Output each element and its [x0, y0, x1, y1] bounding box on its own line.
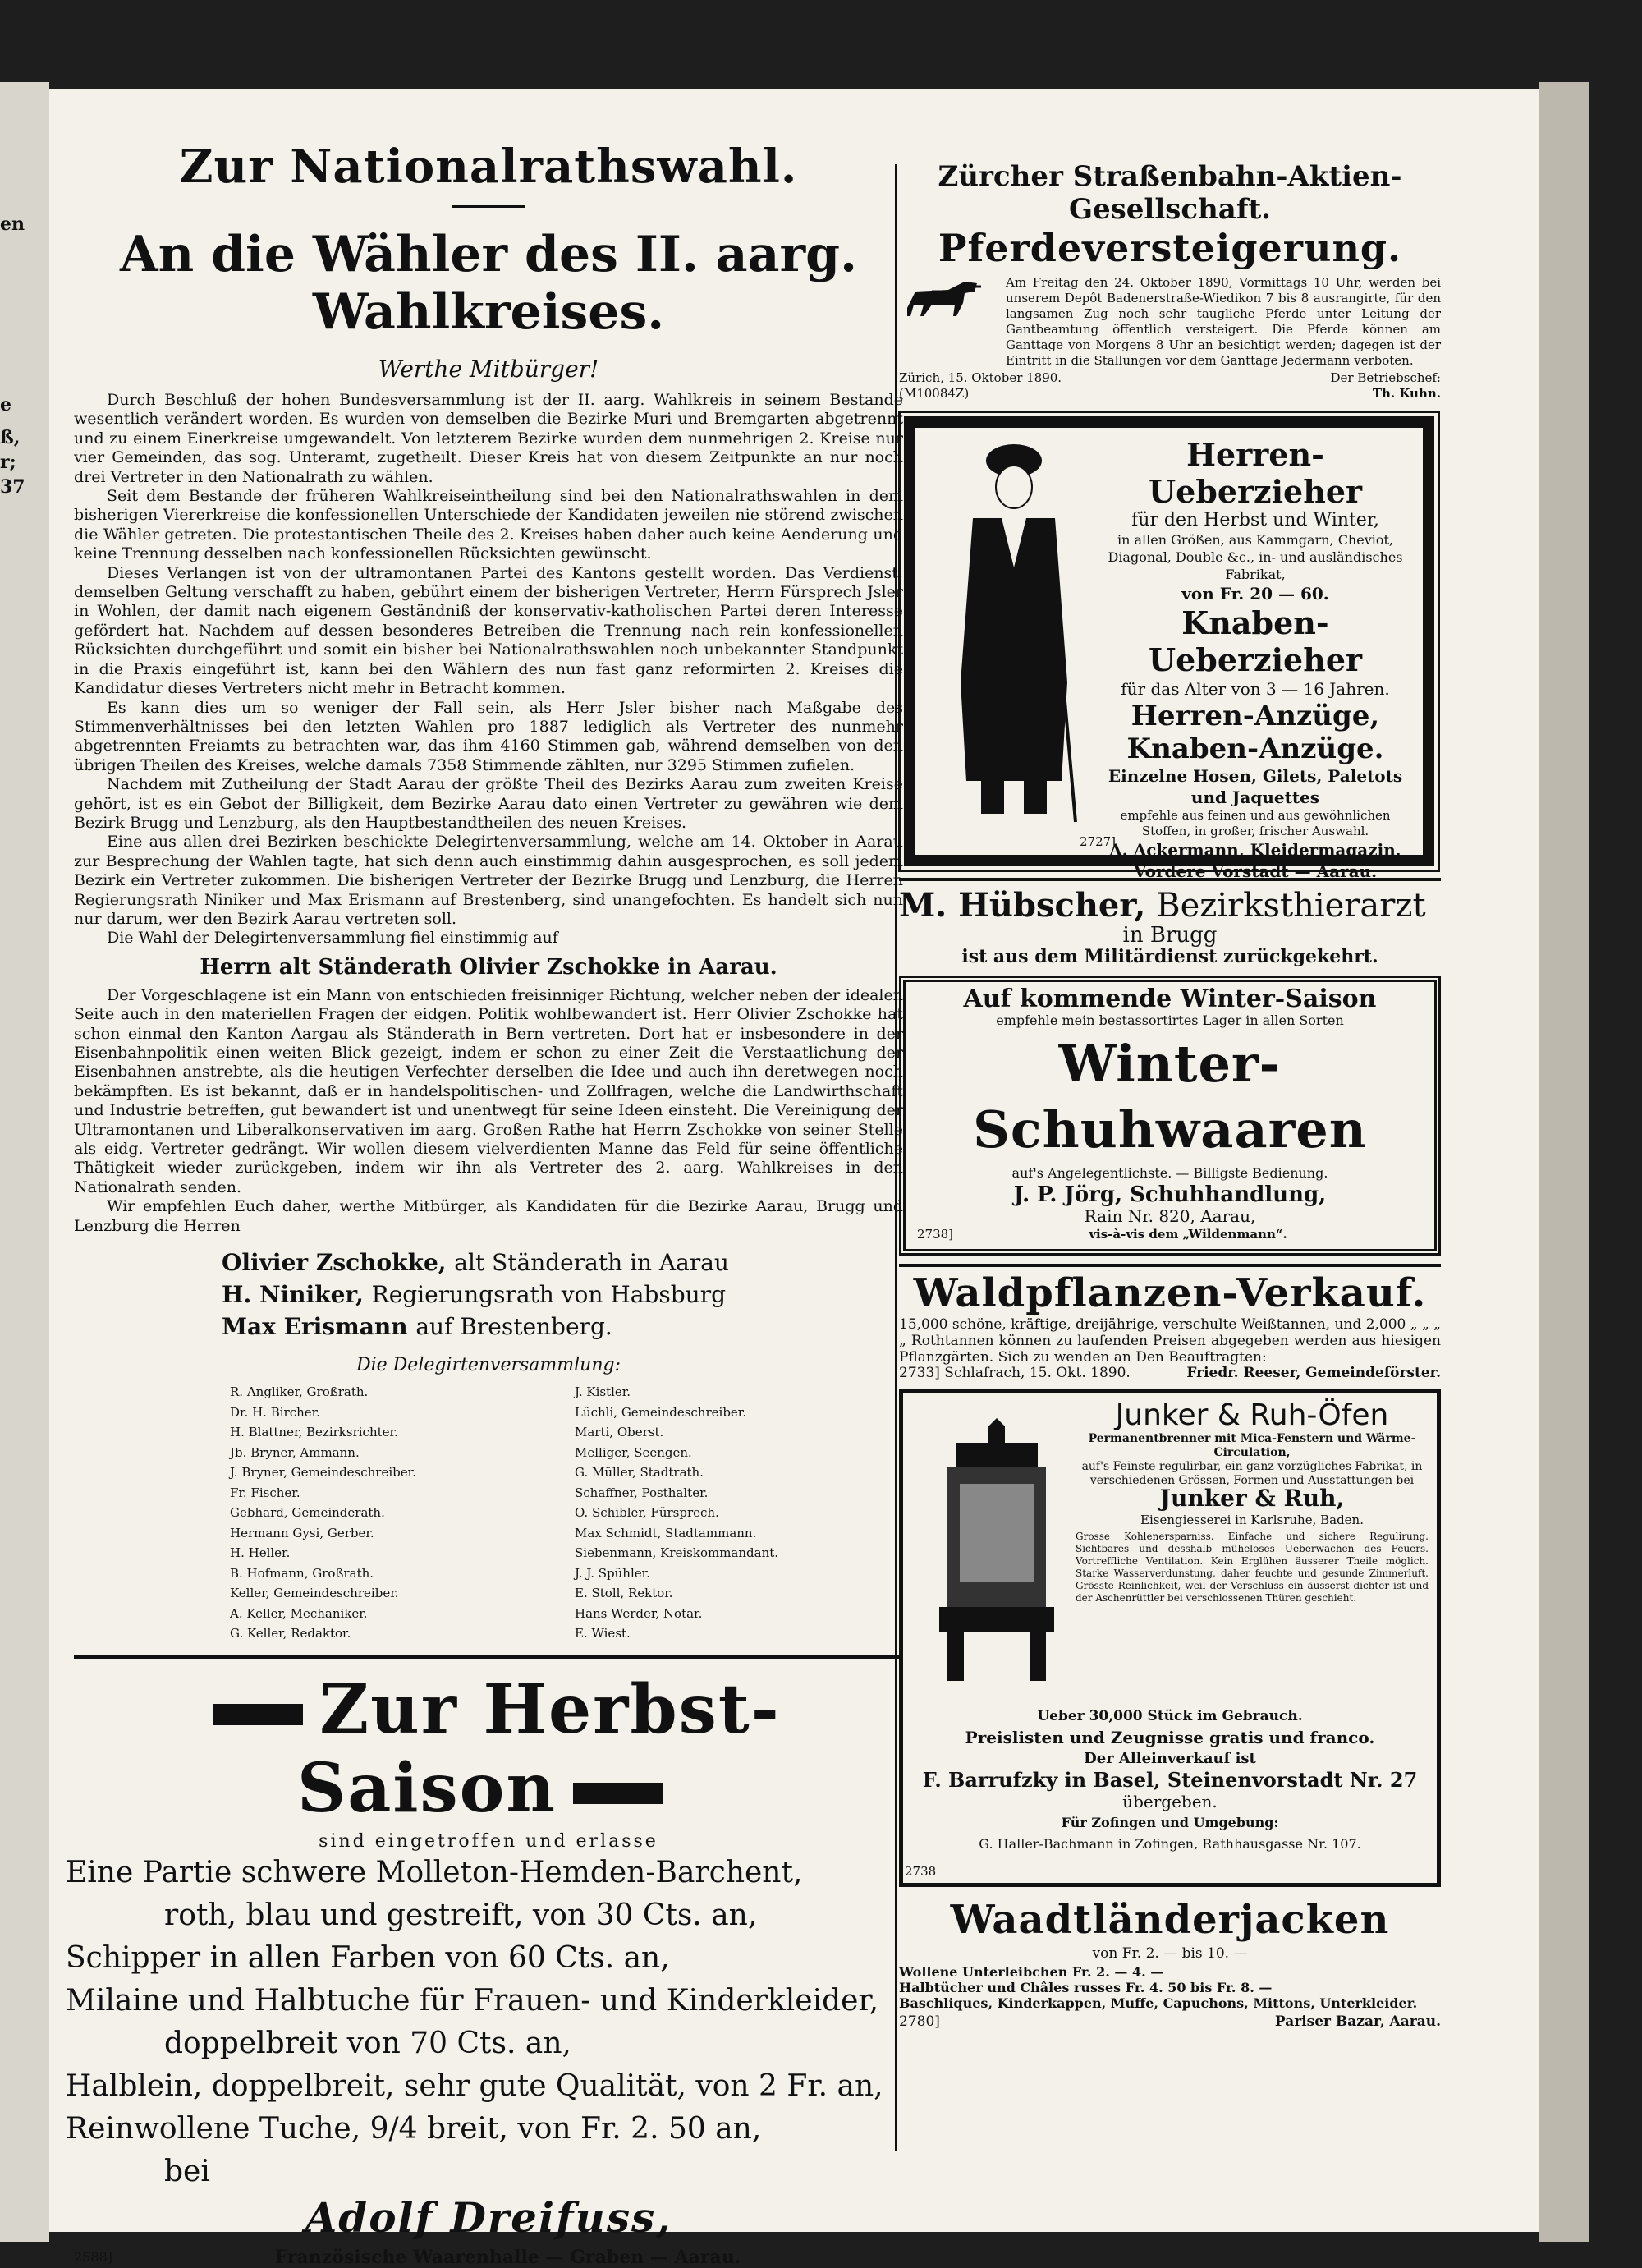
paragraph: Nachdem mit Zutheilung der Stadt Aarau der größte Theil des Bezirks Aarau zum zweiten Kreise gehört, ist es ein Gebot der Billigkeit, dem Bezirke Aarau dato einen Vertreter zu gewähren wie dem Bezirk Brugg und Lenzburg, als den Hauptbestandtheilen des neuen Kreises.: [74, 775, 903, 832]
waadt-line: Wollene Unterleibchen Fr. 2. — 4. —: [899, 1964, 1164, 1980]
edge-fragment: en: [0, 213, 25, 235]
paragraph: Wir empfehlen Euch daher, werthe Mitbürger, als Kandidaten für die Bezirke Aarau, Brugg und Lenzburg die Herren: [74, 1197, 903, 1235]
candidate-desc: auf Brestenberg.: [415, 1313, 612, 1341]
delegate-entry: Dr. H. Bircher.: [230, 1404, 320, 1420]
delegate-entry: G. Müller, Stadtrath.: [575, 1465, 704, 1481]
coat-line: in allen Größen, aus Kammgarn, Cheviot, Diagonal, Double &c., in- und ausländisches Fabrikat,: [1108, 532, 1403, 582]
waadt-line: von Fr. 2. — bis 10. —: [1092, 1945, 1248, 1962]
candidate-name: Max Erismann: [222, 1313, 408, 1341]
right-page-edge: [1539, 82, 1589, 2242]
gentleman-illustration: [924, 436, 1088, 830]
delegate-entry: Gebhard, Gemeinderath.: [230, 1505, 385, 1521]
herbst-line: Halblein, doppelbreit, sehr gute Qualität, von 2 Fr. an,: [66, 2068, 883, 2103]
paragraph: Die Wahl der Delegirtenversammlung fiel einstimmig auf: [107, 929, 558, 948]
article-body: [74, 391, 903, 948]
coat-text: [1096, 436, 1415, 882]
stove-illustration: [915, 1418, 1079, 1689]
paragraph: Es kann dies um so weniger der Fall sein, als Herr Jsler bisher nach Maßgabe des Stimmenverhältnisses bei den letzten Wahlen pro 1887 lediglich als Vertreter des nunmehr abgetrennten Freiamts zu betrachten war, das ihm 4160 Stimmen gab, während demselben von den übrigen Theilen des Kreises, welche damals 7358 Stimmende zählten, nur 3295 Stimmen zufielen.: [74, 698, 903, 774]
tram-chief: Der Betriebschef:: [1330, 370, 1441, 385]
paragraph: Durch Beschluß der hohen Bundesversammlung ist der II. aarg. Wahlkreis in seinem Bestande wesentlich verändert worden. Es wurden von demselben die Bezirke Muri und Bremgarten abgetrennt und zu einem Einerkreise umgewandelt. Von letzterem Bezirke wurden dem nunmehrigen 2. Kreise nur vier Gemeinden, das sog. Unteramt, zugetheilt. Dieser Kreis hat von diesem Zeitpunkte an nur noch drei Vertreter in den Nationalrath zu wählen.: [74, 391, 903, 486]
tram-body: [899, 275, 1441, 369]
waadt-title: Waadtländerjacken: [950, 1897, 1390, 1943]
wald-signature: Friedr. Reeser, Gemeindeförster.: [1186, 1365, 1441, 1381]
wald-footer: [899, 1366, 1441, 1381]
ad-reference: 2738: [905, 1864, 937, 1879]
junker-local-dealer: G. Haller-Bachmann in Zofingen, Rathhausgasse Nr. 107.: [979, 1836, 1361, 1852]
article-body-2: [74, 986, 903, 1236]
delegate-entry: Max Schmidt, Stadtammann.: [575, 1525, 757, 1540]
delegate-entry: Hermann Gysi, Gerber.: [230, 1525, 374, 1540]
junker-line: auf's Feinste regulirbar, ein ganz vorzügliches Fabrikat, in verschiedenen Grössen, Formen und Ausstattungen bei: [1081, 1460, 1423, 1487]
coat-line: Einzelne Hosen, Gilets, Paletots und Jaquettes: [1108, 766, 1403, 807]
waadt-line: Baschliques, Kinderkappen, Muffe, Capuchons, Mittons, Unterkleider.: [899, 1995, 1418, 2011]
candidate: [222, 1313, 903, 1340]
coat-title: Herren-Ueberzieher: [1148, 436, 1363, 510]
ad-reference: 2727]: [1080, 834, 1117, 849]
delegate-entry: Hans Werder, Notar.: [575, 1605, 703, 1621]
ad-reference: (M10084Z): [899, 386, 970, 401]
herbst-line: Milaine und Halbtuche für Frauen- und Kinderkleider,: [66, 1983, 879, 2018]
signature-subline: Französische Waarenhalle — Graben — Aarau.: [274, 2246, 741, 2268]
delegate-entry: H. Heller.: [230, 1545, 291, 1561]
delegate-entry: Siebenmann, Kreiskommandant.: [575, 1545, 779, 1561]
herbst-title: [74, 1670, 903, 1828]
coat-line: empfehle aus feinen und aus gewöhnlichen Stoffen, in großer, frischer Auswahl.: [1120, 808, 1391, 838]
edge-fragment: e: [0, 394, 11, 415]
winter-landmark: vis-à-vis dem „Wildenmann“.: [1089, 1227, 1287, 1242]
tram-place: Zürich, 15. Oktober 1890.: [899, 370, 1062, 385]
winter-title: Winter-Schuhwaaren: [973, 1034, 1367, 1159]
delegate-entry: E. Stoll, Rektor.: [575, 1586, 673, 1601]
delegates-heading: Die Delegirtenversammlung:: [355, 1355, 621, 1376]
ad-reference: 2780]: [899, 2013, 940, 2030]
wald-title: Waldpflanzen-Verkauf.: [913, 1270, 1427, 1316]
delegate-entry: Lüchli, Gemeindeschreiber.: [575, 1404, 747, 1420]
junker-line: Preislisten und Zeugnisse gratis und franco.: [965, 1728, 1375, 1747]
nominee: Herrn alt Ständerath Olivier Zschokke in Aarau.: [200, 954, 777, 980]
waadt-ad: [899, 1897, 1441, 2030]
huebscher-title: Bezirksthierarzt: [1156, 887, 1426, 925]
candidate: [222, 1249, 903, 1276]
junker-line: Ueber 30,000 Stück im Gebrauch.: [1037, 1708, 1303, 1724]
herbst-line: Reinwollene Tuche, 9/4 breit, von Fr. 2. 50 an,: [66, 2111, 762, 2146]
left-column: [66, 140, 903, 2268]
paragraph: Eine aus allen drei Bezirken beschickte Delegirtenversammlung, welche am 14. Oktober in Aarau zur Besprechung der Wahlen tagte, hat sich denn auch einstimmig dahin ausgesprochen, es soll jedem Bezirk ein Vertreter zukommen. Die bisherigen Vertreter der Bezirke Brugg und Lenzburg, die Herren Regierungsrath Niniker und Max Erismann auf Brestenberg, sind unangefochten. Es handelt sich nun nur darum, wer den Bezirk Aarau vertreten soll.: [74, 833, 903, 928]
coat-title-4: Knaben-Anzüge.: [1126, 732, 1384, 765]
delegate-entry: Keller, Gemeindeschreiber.: [230, 1586, 399, 1601]
edge-fragment: r;: [0, 452, 16, 473]
delegate-entry: J. Bryner, Gemeindeschreiber.: [230, 1465, 416, 1481]
signature: Adolf Dreifuss,: [305, 2192, 672, 2242]
junker-title: Junker & Ruh-Öfen: [1115, 1398, 1389, 1432]
herbst-line: Schipper in allen Farben von 60 Cts. an,: [66, 1940, 670, 1975]
herbst-subtitle: sind eingetroffen und erlasse: [319, 1830, 658, 1852]
huebscher-place: in Brugg: [1122, 923, 1218, 948]
waadt-footer: [899, 2014, 1441, 2030]
delegate-entry: E. Wiest.: [575, 1626, 631, 1641]
winter-line: empfehle mein bestassortirtes Lager in allen Sorten: [996, 1012, 1344, 1028]
coat-line: für das Alter von 3 — 16 Jahren.: [1121, 679, 1390, 699]
winter-ad: [899, 976, 1441, 1256]
junker-line: übergeben.: [1122, 1792, 1218, 1811]
ornament-bar: [573, 1783, 663, 1804]
junker-line: Der Alleinverkauf ist: [1084, 1750, 1256, 1767]
huebscher-ad: [899, 878, 1441, 967]
delegate-entry: G. Keller, Redaktor.: [230, 1626, 351, 1641]
coat-title-2: Knaben-Ueberzieher: [1148, 604, 1363, 678]
candidate: [222, 1281, 903, 1308]
delegate-entry: Marti, Oberst.: [575, 1425, 664, 1440]
delegate-entry: J. Kistler.: [575, 1384, 631, 1400]
tram-ad: [899, 160, 1441, 402]
edge-fragment: ß,: [0, 427, 21, 448]
right-column: [899, 160, 1441, 2030]
section-title: Zur Nationalrathswahl.: [179, 140, 798, 194]
delegate-entry: H. Blattner, Bezirksrichter.: [230, 1425, 398, 1440]
ornament-bar: [213, 1704, 303, 1725]
salutation: Werthe Mitbürger!: [378, 356, 599, 383]
junker-dealer: F. Barrufzky in Basel, Steinenvorstadt Nr. 27: [922, 1768, 1418, 1792]
herbst-line: roth, blau und gestreift, von 30 Cts. an,: [164, 1898, 758, 1932]
candidate-desc: Regierungsrath von Habsburg: [371, 1281, 726, 1309]
edge-fragment: 37: [0, 476, 25, 498]
delegates-column-right: [575, 1382, 903, 1644]
junker-line: Permanentbrenner mit Mica-Fenstern und Wärme-Circulation,: [1088, 1432, 1416, 1459]
paragraph: Seit dem Bestande der früheren Wahlkreiseintheilung sind bei den Nationalrathswahlen in dem bisherigen Viererkreise die konfessionellen Unterschiede der Kandidaten jeweilen nie störend zwischen die Wähler getreten. Die protestantischen Theile des 2. Kreises haben daher auch keine Aenderung und keine Trennung desselben nach konfessionellen Rücksichten gewünscht.: [74, 487, 903, 563]
coat-price: von Fr. 20 — 60.: [1181, 584, 1329, 604]
delegate-entry: Jb. Bryner, Ammann.: [230, 1444, 360, 1460]
coat-merchant: A. Ackermann, Kleidermagazin,: [1109, 840, 1401, 860]
winter-line: Auf kommende Winter-Saison: [963, 985, 1377, 1013]
coat-title-3: Herren-Anzüge,: [1131, 700, 1380, 732]
ad-reference: 2588]: [74, 2249, 112, 2266]
delegate-entry: J. J. Spühler.: [575, 1565, 650, 1581]
delegate-entry: Fr. Fischer.: [230, 1485, 300, 1500]
wald-place: 2733] Schlafrach, 15. Okt. 1890.: [899, 1365, 1131, 1381]
delegates-column-left: [230, 1382, 558, 1644]
huebscher-text: ist aus dem Militärdienst zurückgekehrt.: [961, 946, 1378, 967]
winter-line: auf's Angelegentlichste. — Billigste Bedienung.: [1011, 1165, 1328, 1181]
divider: [452, 205, 525, 208]
winter-address: Rain Nr. 820, Aarau,: [1084, 1206, 1256, 1226]
herbst-title-text: Zur Herbst-Saison: [297, 1669, 781, 1828]
section-rule: [74, 1655, 903, 1659]
herbst-line: doppelbreit von 70 Cts. an,: [164, 2026, 571, 2060]
ad-reference: 2738]: [917, 1227, 954, 1242]
huebscher-line: [899, 886, 1441, 925]
herbst-line: Eine Partie schwere Molleton-Hemden-Barchent,: [66, 1855, 803, 1889]
paragraph: Der Vorgeschlagene ist ein Mann von entschieden freisinniger Richtung, welcher neben der idealen Seite auch in den materiellen Fragen der eidgen. Politik wohlbewandert ist. Herr Olivier Zschokke hat schon einmal den Kanton Aargau als Ständerath in Bern vertreten. Dort hat er insbesondere in der Eisenbahnpolitik einen weiten Blick gezeigt, indem er schon zu einer Zeit die Verstaatlichung der Eisenbahnen anstrebte, als die heutigen Verfechter derselben die Idee und auch ihn deretwegen noch bekämpften. Es ist bekannt, daß er in handelspolitischen- und Zollfragen, welche die Landwirthschaft und Industrie betreffen, gut bewandert ist und unentwegt für seine Ideen einsteht. Die Vereinigung der Ultramontanen und Liberalkonservativen im aarg. Großen Rathe hat Herrn Zschokke von seiner Stelle als eidg. Vertreter gedrängt. Wir wollen diesem vielverdienten Manne das Feld für seine öffentliche Thätigkeit wieder zurückgeben, indem wir ihn als Vertreter des 2. aarg. Wahlkreises in den Nationalrath senden.: [74, 985, 903, 1196]
delegate-entry: A. Keller, Mechaniker.: [230, 1605, 368, 1621]
waadt-signature: Pariser Bazar, Aarau.: [1274, 2013, 1441, 2030]
candidate-name: Olivier Zschokke,: [222, 1249, 447, 1277]
junker-company: Junker & Ruh,: [1159, 1485, 1345, 1512]
left-page-edge: [0, 82, 49, 2242]
delegate-entry: Melliger, Seengen.: [575, 1444, 692, 1460]
candidate-name: H. Niniker,: [222, 1281, 364, 1309]
wald-ad: [899, 1264, 1441, 1381]
tram-footer: [899, 370, 1441, 386]
delegate-entry: Schaffner, Posthalter.: [575, 1485, 709, 1500]
headline: An die Wähler des II. aarg. Wahlkreises.: [120, 226, 857, 341]
junker-features: Grosse Kohlenersparniss. Einfache und sichere Regulirung. Sichtbares und desshalb müheloses Ueberwachen des Feuers. Vortreffliche Ventilation. Kein Erglühen äusserer Theile möglich. Starke Wasserverdunstung, daher feuchte und gesunde Zimmerluft. Grösste Reinlichkeit, weil der Verschluss ein äusserst dichter ist und der Aschenrüttler bei verschlossenen Thüren geschieht.: [1076, 1531, 1429, 1604]
tram-footer-2: [899, 386, 1441, 402]
huebscher-name: M. Hübscher,: [899, 886, 1146, 925]
herbst-footer: [74, 2247, 903, 2268]
tram-title: Pferdeversteigerung.: [938, 226, 1402, 270]
junker-line: Für Zofingen und Umgebung:: [1061, 1815, 1279, 1830]
delegates-list: [230, 1382, 903, 1644]
tram-text: Am Freitag den 24. Oktober 1890, Vormittags 10 Uhr, werden bei unserem Depôt Badenerstraße-Wiedikon 7 bis 8 ausrangirte, für den langsamen Zug noch sehr taugliche Pferde unter Leitung der Gantbeamtung öffentlich versteigert. Die Pferde können am Ganttage von Morgens 8 Uhr an besichtigt werden; dagegen ist der Eintritt in die Stallungen vor dem Ganttage Jedermann verboten.: [1006, 275, 1441, 368]
candidate-desc: alt Ständerath in Aarau: [454, 1249, 729, 1277]
delegate-entry: B. Hofmann, Großrath.: [230, 1565, 374, 1581]
tram-chief-name: Th. Kuhn.: [1372, 386, 1441, 401]
junker-foundry: Eisengiesserei in Karlsruhe, Baden.: [1140, 1513, 1364, 1527]
delegate-entry: O. Schibler, Fürsprech.: [575, 1505, 719, 1521]
tram-header: Zürcher Straßenbahn-Aktien-Gesellschaft.: [938, 160, 1402, 226]
junker-bottom: [911, 1706, 1429, 1855]
horse-icon: [899, 275, 998, 324]
delegate-entry: R. Angliker, Großrath.: [230, 1384, 369, 1400]
junker-text: [1076, 1398, 1429, 1605]
waadt-line: Halbtücher und Châles russes Fr. 4. 50 bis Fr. 8. —: [899, 1980, 1273, 1995]
herbst-line: bei: [164, 2154, 210, 2188]
coat-address: Vordere Vorstadt — Aarau.: [1133, 861, 1378, 881]
candidate-list: [74, 1249, 903, 1340]
coat-line: für den Herbst und Winter,: [1131, 510, 1379, 530]
coat-ad: [904, 416, 1434, 881]
wald-text: 15,000 schöne, kräftige, dreijährige, verschulte Weißtannen, und 2,000 „ „ „ „ Rothtannen können zu laufenden Preisen abgegeben werden aus hiesigen Pflanzgärten. Sich zu wenden an Den Beauftragten:: [899, 1316, 1441, 1366]
winter-merchant: J. P. Jörg, Schuhhandlung,: [1013, 1182, 1327, 1207]
junker-ad: [899, 1389, 1441, 1887]
paragraph: Dieses Verlangen ist von der ultramontanen Partei des Kantons gestellt worden. Das Verdienst, demselben Geltung verschafft zu haben, gebührt einem der bisherigen Vertreter, Herrn Fürsprech Jsler in Wohlen, der damit nach eigenem Geständniß der konservativ-katholischen Partei deren Interesse gefördert hat. Nachdem auf dessen besonderes Betreiben die Trennung nach rein konfessionellen Rücksichten durchgeführt und somit ein bisher bei Nationalrathswahlen noch unbekannter Standpunkt in die Praxis eingeführt ist, kann bei den Wählern des nun fast ganz reformirten 2. Kreises die Kandidatur dieses Vertreters nicht mehr in Betracht kommen.: [74, 563, 903, 698]
herbst-ad: [66, 1669, 903, 2268]
winter-footer: [917, 1227, 1423, 1242]
